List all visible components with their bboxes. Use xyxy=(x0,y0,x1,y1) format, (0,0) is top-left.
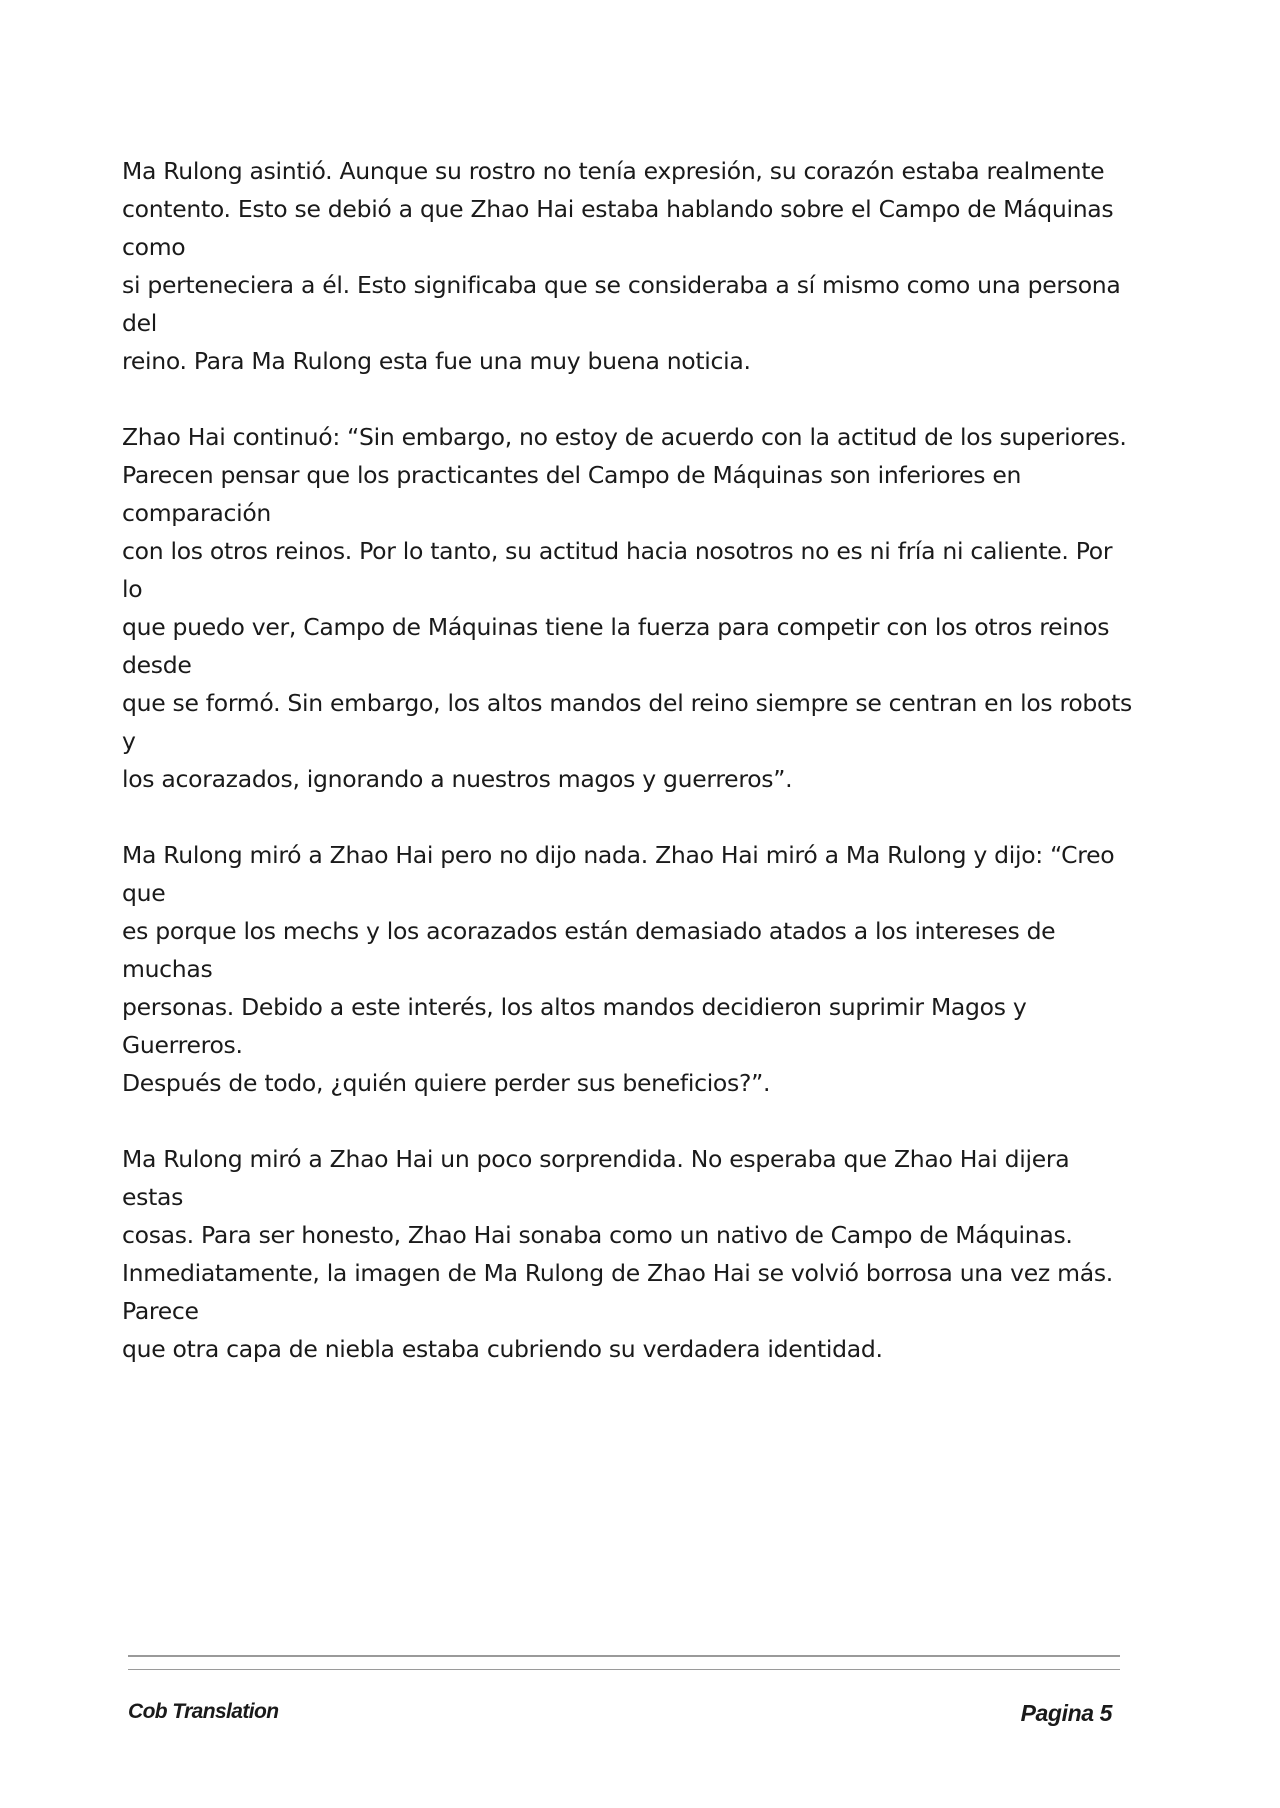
footer-page-number: Pagina 5 xyxy=(1020,1700,1112,1726)
footer-publisher: Cob Translation xyxy=(128,1700,279,1723)
paragraph-3: Ma Rulong miró a Zhao Hai pero no dijo nada. Zhao Hai miró a Ma Rulong y dijo: “Creo que es porque los mechs y los acorazados están demasiado atados a los intereses de muchas personas. Debido a este interés, los altos mandos decidieron suprimir Magos y Guerreros. Después de todo, ¿quién quiere perder sus beneficios?”. xyxy=(122,841,1115,1097)
paragraph-4: Ma Rulong miró a Zhao Hai un poco sorprendida. No esperaba que Zhao Hai dijera estas cosas. Para ser honesto, Zhao Hai sonaba como un nativo de Campo de Máquinas. Inmediatamente, la imagen de Ma Rulong de Zhao Hai se volvió borrosa una vez más. Parece que otra capa de niebla estaba cubriendo su verdadera identidad. xyxy=(122,1145,1113,1363)
footer-divider-bottom xyxy=(128,1669,1120,1670)
paragraph-1: Ma Rulong asintió. Aunque su rostro no tenía expresión, su corazón estaba realmente contento. Esto se debió a que Zhao Hai estaba hablando sobre el Campo de Máquinas como si perteneciera a él. Esto significaba que se consideraba a sí mismo como una persona del reino. Para Ma Rulong esta fue una muy buena noticia. xyxy=(122,157,1121,375)
body-text xyxy=(122,152,1132,1406)
footer-divider-top xyxy=(128,1655,1120,1657)
paragraph-2: Zhao Hai continuó: “Sin embargo, no estoy de acuerdo con la actitud de los superiores. Parecen pensar que los practicantes del Campo de Máquinas son inferiores en comparación con los otros reinos. Por lo tanto, su actitud hacia nosotros no es ni fría ni caliente. Por lo que puedo ver, Campo de Máquinas tiene la fuerza para competir con los otros reinos desde que se formó. Sin embargo, los altos mandos del reino siempre se centran en los robots y los acorazados, ignorando a nuestros magos y guerreros”. xyxy=(122,423,1132,793)
